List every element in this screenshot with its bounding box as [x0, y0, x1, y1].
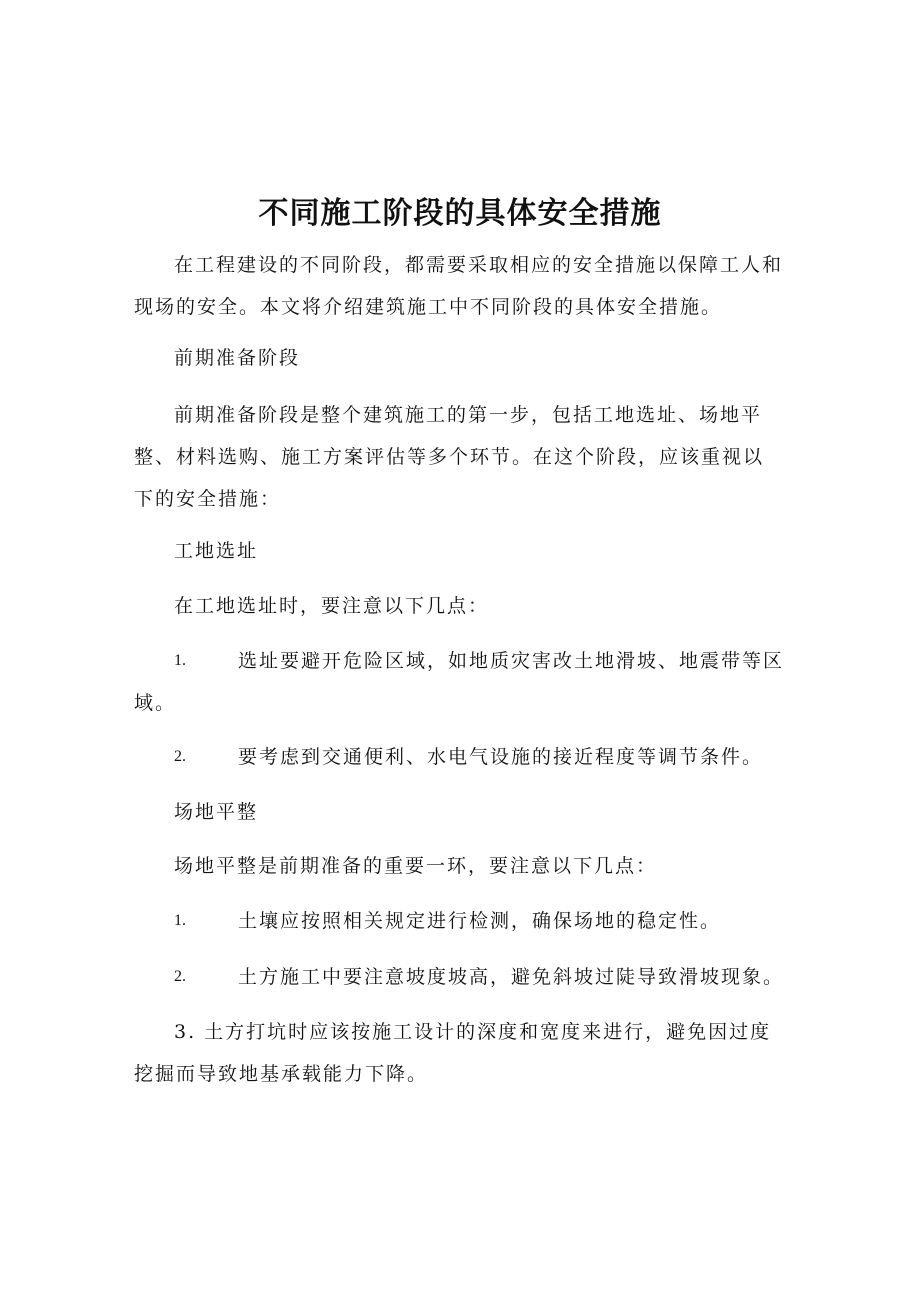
list-text: 土方施工中要注意坡度坡高，避免斜坡过陡导致滑坡现象。	[238, 966, 785, 988]
subsection-heading-site-leveling: 场地平整	[174, 801, 259, 823]
site-leveling-lead: 场地平整是前期准备的重要一环，要注意以下几点：	[174, 855, 658, 877]
document-title: 不同施工阶段的具体安全措施	[258, 196, 662, 231]
list-number: 1.	[174, 912, 186, 929]
preparation-paragraph: 前期准备阶段是整个建筑施工的第一步，包括工地选址、场地平整、材料选购、施工方案评估等多个环节。在这个阶段，应该重视以下的安全措施：	[134, 404, 765, 510]
list-item-3-paragraph: 3. 土方打坑时应该按施工设计的深度和宽度来进行，避免因过度挖掘而导致地基承载能力下降。	[134, 1021, 772, 1085]
list-text: 选址要避开危险区域，如地质灾害改土地滑坡、地震带等区域。	[134, 650, 785, 714]
list-text: 土壤应按照相关规定进行检测，确保场地的稳定性。	[238, 910, 722, 932]
list-item	[134, 956, 784, 998]
list-number: 1.	[174, 652, 186, 669]
section-heading-preparation: 前期准备阶段	[174, 347, 301, 369]
site-selection-lead: 在工地选址时，要注意以下几点：	[174, 595, 490, 617]
list-item	[134, 640, 784, 724]
list-number: 2.	[174, 748, 186, 765]
list-item	[134, 736, 784, 778]
intro-paragraph: 在工程建设的不同阶段，都需要采取相应的安全措施以保障工人和现场的安全。本文将介绍建筑施工中不同阶段的具体安全措施。	[134, 254, 784, 318]
list-item	[134, 900, 784, 942]
subsection-heading-site-selection: 工地选址	[174, 540, 259, 562]
list-text: 要考虑到交通便利、水电气设施的接近程度等调节条件。	[238, 746, 764, 768]
list-number: 2.	[174, 968, 186, 985]
